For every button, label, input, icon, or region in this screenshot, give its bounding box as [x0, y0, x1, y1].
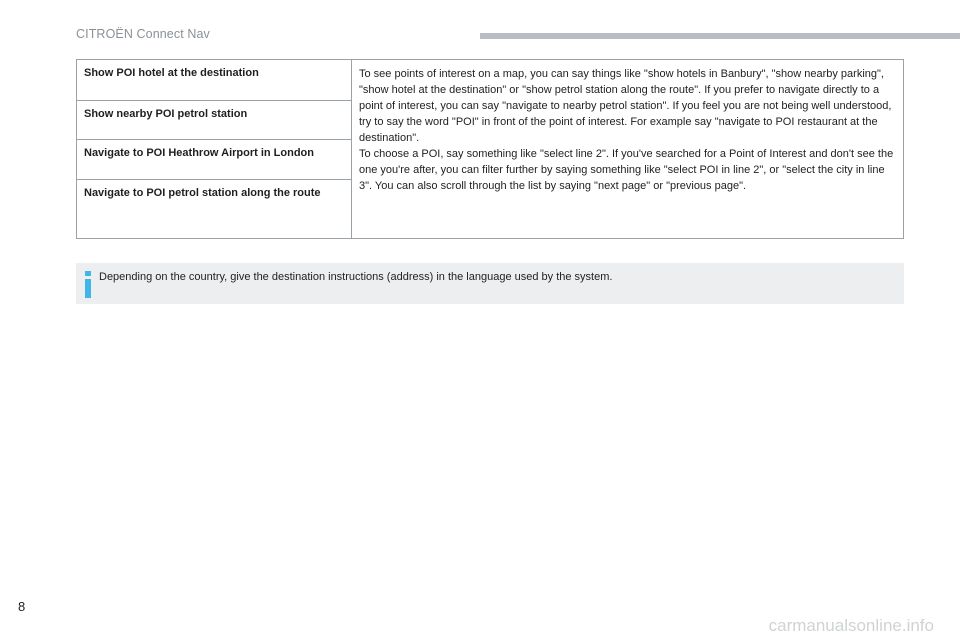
command-description-cell [352, 60, 904, 239]
description-paragraph: To choose a POI, say something like "select line 2". If you've searched for a Point of Interest and don't see the one you're after, you can filter further by saying something like "select POI in line 2", or "select the city in line 3". You can also scroll through the list by saying "next page" or "previous page". [359, 148, 894, 192]
description-paragraph: To see points of interest on a map, you can say things like "show hotels in Banbury", "show nearby parking", "show hotel at the destination" or "show petrol station along the route". If you prefer to navigate directly to a point of interest, you can say "navigate to nearby petrol station". If you feel you are not being well understood, try to say the word "POI" in front of the point of interest. For example say "navigate to POI restaurant at the destination". [359, 68, 892, 144]
table-row [77, 60, 904, 101]
page-number: 8 [18, 599, 26, 614]
voice-command-cell: Show nearby POI petrol station [77, 101, 352, 140]
voice-command-cell: Navigate to POI Heathrow Airport in London [77, 140, 352, 180]
document-header-title: CITROËN Connect Nav [76, 27, 210, 41]
watermark-text: carmanualsonline.info [768, 616, 934, 635]
voice-command-cell: Navigate to POI petrol station along the route [77, 180, 352, 239]
voice-command-cell: Show POI hotel at the destination [77, 60, 352, 101]
info-icon [85, 271, 91, 298]
info-note-text: Depending on the country, give the destination instructions (address) in the language used by the system. [99, 271, 613, 283]
voice-commands-table [76, 59, 904, 239]
info-note-box [76, 263, 904, 304]
header-divider-bar [480, 33, 960, 39]
